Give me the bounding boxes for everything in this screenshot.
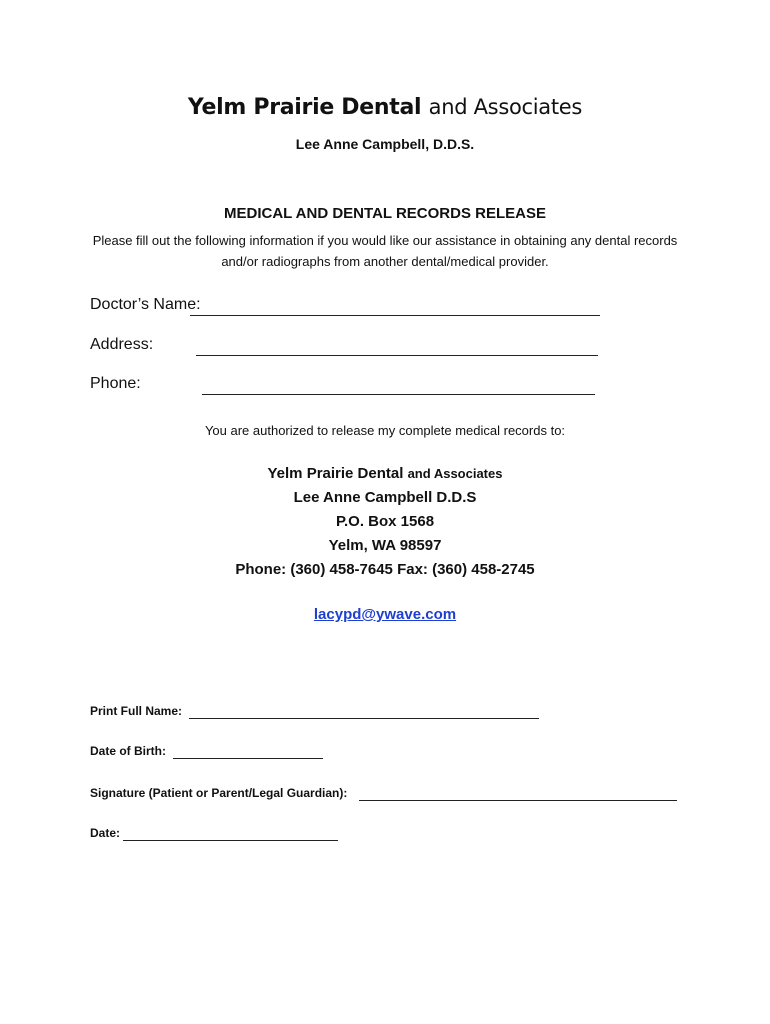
print-name-field[interactable]	[90, 704, 182, 718]
doctors-name-line[interactable]	[190, 314, 600, 316]
signature-label: Signature (Patient or Parent/Legal Guardian):	[90, 786, 348, 800]
dob-label: Date of Birth:	[90, 744, 166, 758]
doctors-name-field[interactable]	[90, 296, 201, 314]
phone-label: Phone:	[90, 375, 141, 392]
recipient-phone-fax: Phone: (360) 458-7645 Fax: (360) 458-2745	[235, 561, 535, 578]
date-field[interactable]	[90, 826, 120, 840]
instructions-line-1: Please fill out the following information if you would like our assistance in obtaining any dental records	[92, 233, 678, 248]
address-line[interactable]	[196, 354, 598, 356]
signature-line[interactable]	[359, 799, 677, 801]
print-name-line[interactable]	[189, 717, 539, 719]
doctors-name-label: Doctor’s Name:	[90, 296, 201, 313]
print-name-label: Print Full Name:	[90, 704, 183, 718]
email-row	[0, 606, 770, 623]
authorization-text: You are authorized to release my complete medical records to:	[204, 423, 566, 438]
recipient-name-suffix: and Associates	[407, 466, 503, 481]
date-line[interactable]	[123, 839, 338, 841]
instructions-line-2: and/or radiographs from another dental/medical provider.	[221, 254, 549, 269]
practice-name: Yelm Prairie Dental	[187, 95, 422, 120]
address-field[interactable]	[90, 336, 153, 354]
phone-line[interactable]	[202, 393, 595, 395]
doctor-name: Lee Anne Campbell, D.D.S.	[295, 136, 475, 152]
instructions	[0, 230, 770, 272]
dob-field[interactable]	[90, 744, 166, 758]
recipient-name-bold: Yelm Prairie Dental	[267, 465, 404, 482]
date-label: Date:	[90, 826, 121, 840]
email-link[interactable]: lacypd@ywave.com	[313, 606, 457, 623]
recipient-name	[0, 462, 770, 486]
recipient-block	[0, 462, 770, 582]
recipient-city: Yelm, WA 98597	[328, 537, 442, 554]
practice-title	[0, 95, 770, 120]
signature-field[interactable]	[90, 786, 347, 800]
recipient-doctor: Lee Anne Campbell D.D.S	[293, 489, 477, 506]
phone-field[interactable]	[90, 375, 141, 393]
recipient-po-box: P.O. Box 1568	[335, 513, 435, 530]
address-label: Address:	[90, 336, 154, 353]
dob-line[interactable]	[173, 757, 323, 759]
form-title: MEDICAL AND DENTAL RECORDS RELEASE	[224, 205, 546, 222]
practice-name-suffix: and Associates	[428, 95, 583, 119]
